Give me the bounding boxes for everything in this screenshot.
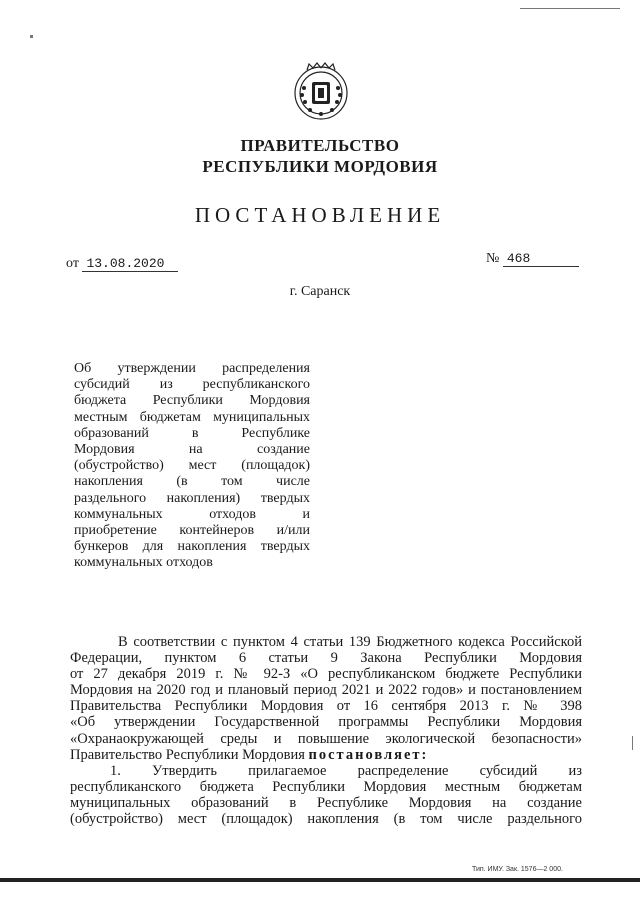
document-date: 13.08.2020 (82, 256, 178, 272)
subject-line: местным бюджетам муниципальных (74, 409, 310, 425)
document-subject (74, 361, 310, 571)
body-line: Мордовия на 2020 год и плановый период 2021 и 2022 годов» и постановлением (70, 682, 582, 699)
subject-line: приобретение контейнеров и/или (74, 522, 310, 538)
subject-line: Мордовия на создание (74, 441, 310, 457)
document-body (70, 634, 582, 827)
body-line: от 27 декабря 2019 г. № 92-З «О республиканском бюджете Республики (70, 666, 582, 683)
item1-line: 1. Утвердить прилагаемое распределение субсидий из (110, 762, 582, 779)
subject-line: коммунальных отходов и (74, 506, 310, 522)
subject-line: коммунальных отходов (74, 555, 213, 571)
printing-info: Тип. ИМУ. Зак. 1576—2 000. (472, 866, 563, 873)
number-prefix: № (486, 251, 500, 266)
org-name-line2: РЕСПУБЛИКИ МОРДОВИЯ (202, 157, 438, 176)
bottom-rule (0, 878, 640, 882)
coat-of-arms-icon (292, 60, 350, 122)
subject-line: образований в Республике (74, 425, 310, 441)
org-name-line1: ПРАВИТЕЛЬСТВО (240, 136, 400, 155)
document-number: 468 (503, 251, 579, 267)
subject-line: бункеров для накопления твердых (74, 539, 310, 555)
body-line: Федерации, пунктом 6 статьи 9 Закона Республики Мордовия (70, 650, 582, 667)
scan-mark-right-edge (632, 736, 633, 750)
body-line: Правительства Республики Мордовия от 16 сентября 2013 г. № 398 (70, 698, 582, 715)
subject-line: субсидий из республиканского (74, 377, 310, 393)
item1-line: (обустройство) мест (площадок) накопления (в том числе раздельного (70, 811, 582, 828)
item1-line: муниципальных образований в Республике Мордовия на создание (70, 794, 582, 811)
city: г. Саранск (289, 284, 351, 299)
subject-line: бюджета Республики Мордовия (74, 393, 310, 409)
body-line-resolve (70, 747, 582, 763)
scan-mark-left (30, 35, 33, 38)
subject-line: раздельного накопления) твердых (74, 490, 310, 506)
body-line: «Охранаокружающей среды и повышение экологической безопасности» (70, 730, 582, 747)
date-line (66, 256, 178, 272)
subject-line: Об утверждении распределения (74, 361, 310, 376)
body-line: В соответствии с пунктом 4 статьи 139 Бюджетного кодекса Российской (118, 634, 582, 650)
subject-line: (обустройство) мест (площадок) (74, 458, 310, 474)
number-line (486, 251, 579, 267)
item1-line: республиканского бюджета Республики Мордовия местным бюджетам (70, 778, 582, 795)
scan-mark-top-right (520, 8, 620, 9)
body-line: «Об утверждении Государственной программы Республики Мордовия (70, 714, 582, 731)
resolve-word: постановляет: (308, 746, 429, 763)
subject-line: накопления (в том числе (74, 474, 310, 490)
document-type: ПОСТАНОВЛЕНИЕ (194, 203, 446, 227)
date-prefix: от (66, 256, 79, 271)
body-line: Правительство Республики Мордовия (70, 746, 305, 763)
